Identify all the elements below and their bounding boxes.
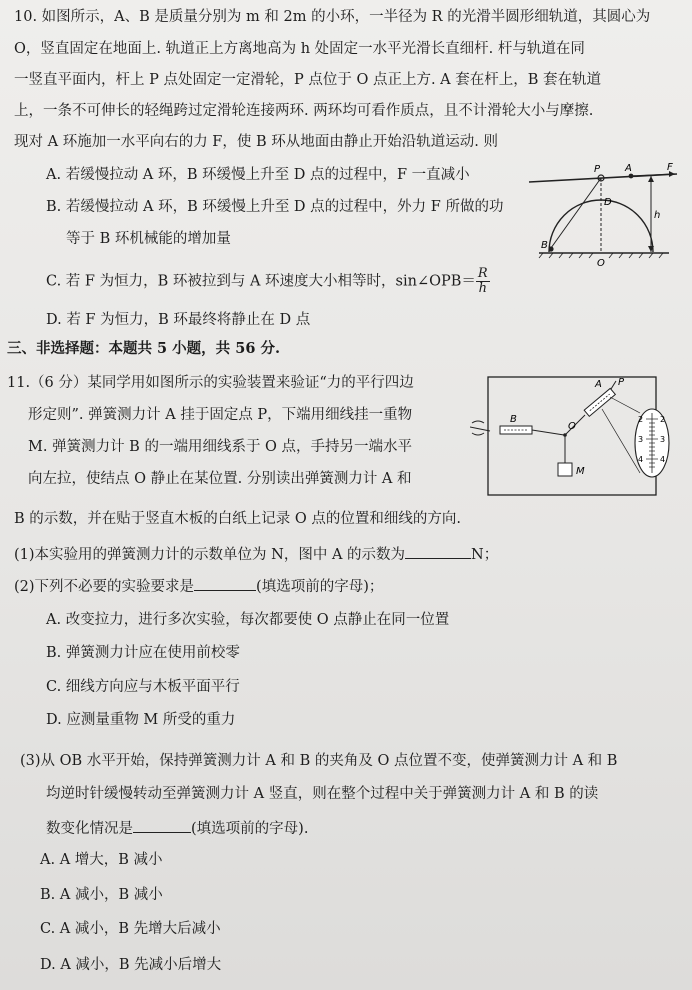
label-m: M	[576, 466, 585, 477]
q11-part-2-option-d: D. 应测量重物 M 所受的重力	[46, 712, 236, 728]
label-b: B	[541, 240, 548, 251]
hook-p	[611, 381, 616, 389]
q11-part-2-text: (2)下列不必要的实验要求是	[14, 579, 195, 595]
label-f: F	[667, 162, 673, 173]
q11-stem-line-2: 形定则”. 弹簧测力计 A 挂于固定点 P，下端用细线挂一重物	[28, 407, 413, 423]
q11-part-1-text: (1)本实验用的弹簧测力计的示数单位为 N，图中 A 的示数为	[14, 547, 406, 563]
q11-stem-line-4: 向左拉，使结点 O 静止在某位置. 分别读出弹簧测力计 A 和	[28, 471, 412, 487]
q11-part-3-line-3	[46, 818, 308, 839]
q10-stem-line-5: 现对 A 环施加一水平向右的力 F，使 B 环从地面由静止开始沿轨道运动. 则	[14, 134, 498, 150]
q11-stem-line-3: M. 弹簧测力计 B 的一端用细线系于 O 点，手持另一端水平	[28, 439, 413, 455]
q10-option-d: D. 若 F 为恒力，B 环最终将静止在 D 点	[46, 312, 311, 328]
q11-part-2	[14, 576, 383, 597]
scale-label-4-right: 4	[660, 455, 666, 464]
scale-label-3-left: 3	[638, 435, 644, 444]
label-p: P	[618, 377, 625, 388]
q11-part-3-option-c: C. A 减小，B 先增大后减小	[40, 921, 221, 937]
q10-option-b-line-2: 等于 B 环机械能的增加量	[66, 231, 231, 247]
q11-part-2-option-b: B. 弹簧测力计应在使用前校零	[46, 645, 240, 661]
q11-part-2-answer-blank[interactable]	[194, 576, 256, 591]
q11-part-3-hint: (填选项前的字母).	[191, 821, 309, 837]
q11-part-2-hint: (填选项前的字母)；	[256, 579, 384, 595]
hand-thread	[470, 427, 490, 431]
label-o: O	[597, 258, 605, 269]
ring-b	[548, 246, 553, 251]
scale-label-3-right: 3	[660, 435, 666, 444]
q11-part-1	[14, 544, 498, 565]
magnifier-line-bottom	[602, 409, 640, 473]
q10-option-b-line-1: B. 若缓慢拉动 A 环，B 环缓慢上升至 D 点的过程中，外力 F 所做的功	[46, 199, 504, 215]
section-3-title: 三、非选择题：本题共 5 小题，共 56 分.	[7, 340, 281, 357]
q10-option-c-fraction	[476, 267, 490, 296]
q10-option-a: A. 若缓慢拉动 A 环，B 环缓慢上升至 D 点的过程中，F 一直减小	[46, 167, 470, 183]
q10-stem-line-3: 一竖直平面内，杆上 P 点处固定一定滑轮，P 点位于 O 点正上方. A 套在杆上，B 套在轨道	[14, 72, 602, 88]
q10-stem-line-1: 10. 如图所示，A、B 是质量分别为 m 和 2m 的小环，一半径为 R 的光滑半圆形细轨道，其圆心为	[14, 9, 651, 25]
q11-part-3-line-2: 均逆时针缓慢转动至弹簧测力计 A 竖直，则在整个过程中关于弹簧测力计 A 和 B 的读	[46, 786, 599, 802]
q10-option-c-text: C. 若 F 为恒力，B 环被拉到与 A 环速度大小相等时，sin∠OPB＝	[46, 273, 476, 290]
q11-part-1-answer-blank[interactable]	[405, 544, 471, 559]
wooden-board	[488, 377, 656, 495]
label-b: B	[510, 414, 517, 425]
label-a: A	[625, 163, 632, 174]
spring-scale-a-group	[584, 388, 615, 416]
scale-label-2-left: 2	[638, 415, 644, 424]
q11-part-3-line-1: (3)从 OB 水平开始，保持弹簧测力计 A 和 B 的夹角及 O 点位置不变，使弹簧测力计 A 和 B	[20, 753, 618, 769]
label-h: h	[654, 210, 661, 221]
q11-figure-spring-scales	[470, 373, 682, 501]
thread-ob	[532, 430, 564, 435]
q11-part-3-option-a: A. A 增大，B 减小	[40, 852, 163, 868]
label-o: O	[568, 421, 576, 432]
fraction-denominator: h	[478, 281, 487, 296]
scale-label-2-right: 2	[660, 415, 666, 424]
q11-part-2-option-a: A. 改变拉力，进行多次实验，每次都要使 O 点静止在同一位置	[46, 612, 450, 628]
fraction-numerator: R	[477, 266, 488, 281]
q11-part-2-option-c: C. 细线方向应与木板平面平行	[46, 679, 240, 695]
label-p: P	[594, 164, 601, 175]
scale-label-4-left: 4	[638, 455, 644, 464]
q11-part-3-text: 数变化情况是	[46, 821, 133, 837]
q11-part-1-unit: N；	[471, 547, 499, 563]
q11-stem-line-1: 11.（6 分）某同学用如图所示的实验装置来验证“力的平行四边	[7, 375, 414, 391]
magnifier-line-top	[610, 397, 640, 413]
label-a: A	[595, 379, 602, 390]
q11-part-3-option-d: D. A 减小，B 先减小后增大	[40, 957, 222, 973]
weight-m	[558, 463, 572, 476]
q10-stem-line-4: 上，一条不可伸长的轻绳跨过定滑轮连接两环. 两环均可看作质点，且不计滑轮大小与摩擦.	[14, 103, 594, 119]
label-d: D	[604, 197, 612, 208]
rope-pb	[551, 178, 601, 248]
q10-option-c	[46, 267, 490, 296]
q10-stem-line-2: O，竖直固定在地面上. 轨道正上方离地高为 h 处固定一水平光滑长直细杆. 杆与轨道在同	[14, 41, 585, 57]
q10-figure-semicircle-track	[525, 160, 685, 272]
q11-part-3-answer-blank[interactable]	[133, 818, 191, 833]
spring-scale-a	[584, 388, 615, 416]
q11-part-3-option-b: B. A 减小，B 减小	[40, 887, 163, 903]
q11-stem-line-5: B 的示数，并在贴于竖直木板的白纸上记录 O 点的位置和细线的方向.	[14, 511, 461, 527]
